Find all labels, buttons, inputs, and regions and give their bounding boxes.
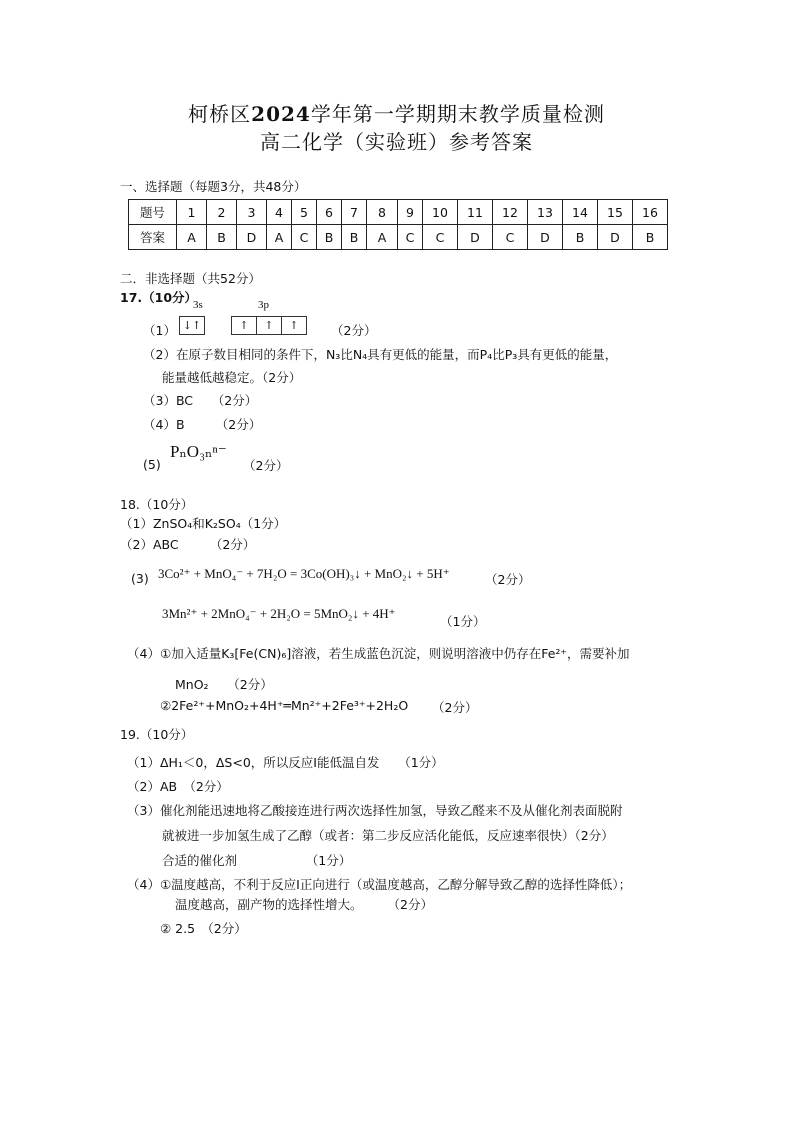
q19-part4-line2: 温度越高，副产物的选择性增大。 （2分） [175, 897, 433, 912]
answer-cell: D [237, 225, 267, 250]
page-title-line2: 高二化学（实验班）参考答案 [260, 130, 533, 154]
section2-heading: 二．非选择题（共52分） [120, 271, 261, 286]
answer-table [128, 199, 668, 250]
q17-part5-label: (5) [143, 457, 161, 472]
q17-part5-formula: PₙO₃ₙⁿ⁻ [170, 442, 227, 461]
title-district: 柯桥区 [188, 102, 252, 126]
answer-cell: C [292, 225, 317, 250]
q18-equation-2-score: （1分） [440, 614, 486, 629]
title-exam: 学年第一学期期末教学质量检测 [310, 102, 605, 126]
q17-part2-line1: （2）在原子数目相同的条件下，N₃比N₄具有更低的能量，而P₄比P₃具有更低的能量， [143, 347, 618, 362]
question-number-cell: 12 [493, 200, 528, 225]
question-number-cell: 4 [267, 200, 292, 225]
q17-part4: （4）B （2分） [143, 417, 262, 432]
title-year: 2024 [251, 102, 311, 126]
answer-cell: B [342, 225, 367, 250]
answer-cell: B [563, 225, 598, 250]
q18-heading: 18.（10分） [120, 497, 194, 512]
q18-equation-1-score: （2分） [485, 572, 531, 587]
row-label: 答案 [129, 225, 177, 250]
q19-part2: （2）AB （2分） [127, 779, 229, 794]
q18-equation-1: 3Co²⁺ + MnO₄⁻ + 7H₂O = 3Co(OH)₃↓ + MnO₂↓ + 5H⁺ [158, 566, 450, 581]
q19-part4-line3: ② 2.5 （2分） [160, 921, 247, 936]
orbital-arrow: ↑ [289, 319, 299, 332]
answer-cell: A [267, 225, 292, 250]
question-number-cell: 16 [633, 200, 668, 225]
answer-cell: B [207, 225, 237, 250]
question-number-cell: 15 [598, 200, 633, 225]
question-number-cell: 8 [367, 200, 398, 225]
question-number-cell: 9 [398, 200, 423, 225]
section1-heading: 一、选择题（每题3分，共48分） [120, 179, 307, 194]
q19-part1: （1）ΔH₁＜0，ΔS<0，所以反应Ⅰ能低温自发 （1分） [127, 755, 444, 770]
question-number-cell: 11 [458, 200, 493, 225]
q18-part4-line3: ②2Fe²⁺+MnO₂+4H⁺═Mn²⁺+2Fe³⁺+2H₂O [160, 698, 409, 713]
answer-cell: A [177, 225, 207, 250]
q17-part5-score: （2分） [243, 458, 289, 473]
answer-cell: C [493, 225, 528, 250]
orbital-arrow: ↑ [257, 317, 282, 334]
answer-cell: D [528, 225, 563, 250]
orbital-3p-box [231, 316, 307, 335]
q19-heading: 19.（10分） [120, 727, 194, 742]
answer-cell: C [398, 225, 423, 250]
q19-part3-line2: 就被进一步加氢生成了乙醇（或者：第二步反应活化能低，反应速率很快）（2分） [162, 828, 614, 843]
orbital-3s-label: 3s [193, 299, 203, 311]
orbital-3p-label: 3p [258, 299, 269, 311]
q19-part3-line3: 合适的催化剂 （1分） [162, 853, 352, 868]
question-number-cell: 3 [237, 200, 267, 225]
question-number-cell: 6 [317, 200, 342, 225]
question-number-cell: 13 [528, 200, 563, 225]
question-number-cell: 5 [292, 200, 317, 225]
question-number-cell: 1 [177, 200, 207, 225]
q17-part1-label: （1） [143, 323, 176, 338]
answer-cell: D [458, 225, 493, 250]
question-number-cell: 7 [342, 200, 367, 225]
answer-cell: C [423, 225, 458, 250]
answer-cell: B [633, 225, 668, 250]
q18-part3-label: (3) [131, 571, 149, 586]
q18-part4-label: （4） [127, 646, 160, 661]
question-number-cell: 10 [423, 200, 458, 225]
row-label: 题号 [129, 200, 177, 225]
orbital-arrow: ↑ [232, 317, 257, 334]
table-row [129, 200, 668, 225]
answer-cell: D [598, 225, 633, 250]
orbital-arrows: ↓↑ [182, 319, 202, 332]
q18-part2: （2）ABC （2分） [120, 537, 256, 552]
q18-part4-line3-score: （2分） [432, 700, 478, 715]
q17-heading: 17.（10分） [120, 290, 198, 305]
q17-part1-score: （2分） [331, 323, 377, 338]
question-number-cell: 14 [563, 200, 598, 225]
answer-cell: A [367, 225, 398, 250]
question-number-cell: 2 [207, 200, 237, 225]
orbital-3s-box [179, 316, 205, 335]
answer-cell: B [317, 225, 342, 250]
q17-part2-line2: 能量越低越稳定。（2分） [162, 370, 302, 385]
q19-part3-line1: （3）催化剂能迅速地将乙酸接连进行两次选择性加氢，导致乙醛来不及从催化剂表面脱附 [127, 803, 623, 818]
q17-part3: （3）BC （2分） [143, 393, 258, 408]
table-row [129, 225, 668, 250]
q19-part4-line1: （4）①温度越高，不利于反应Ⅰ正向进行（或温度越高，乙醇分解导致乙醇的选择性降低）； [127, 877, 632, 892]
q18-part4-line1: ①加入适量K₃[Fe(CN)₆]溶液，若生成蓝色沉淀，则说明溶液中仍存在Fe²⁺，需要补加 [160, 646, 630, 661]
q18-part4-line2: MnO₂ （2分） [175, 677, 273, 692]
q18-equation-2: 3Mn²⁺ + 2MnO₄⁻ + 2H₂O = 5MnO₂↓ + 4H⁺ [162, 606, 396, 621]
page-title-line1 [0, 98, 793, 127]
q18-part1: （1）ZnSO₄和K₂SO₄（1分） [120, 516, 287, 531]
